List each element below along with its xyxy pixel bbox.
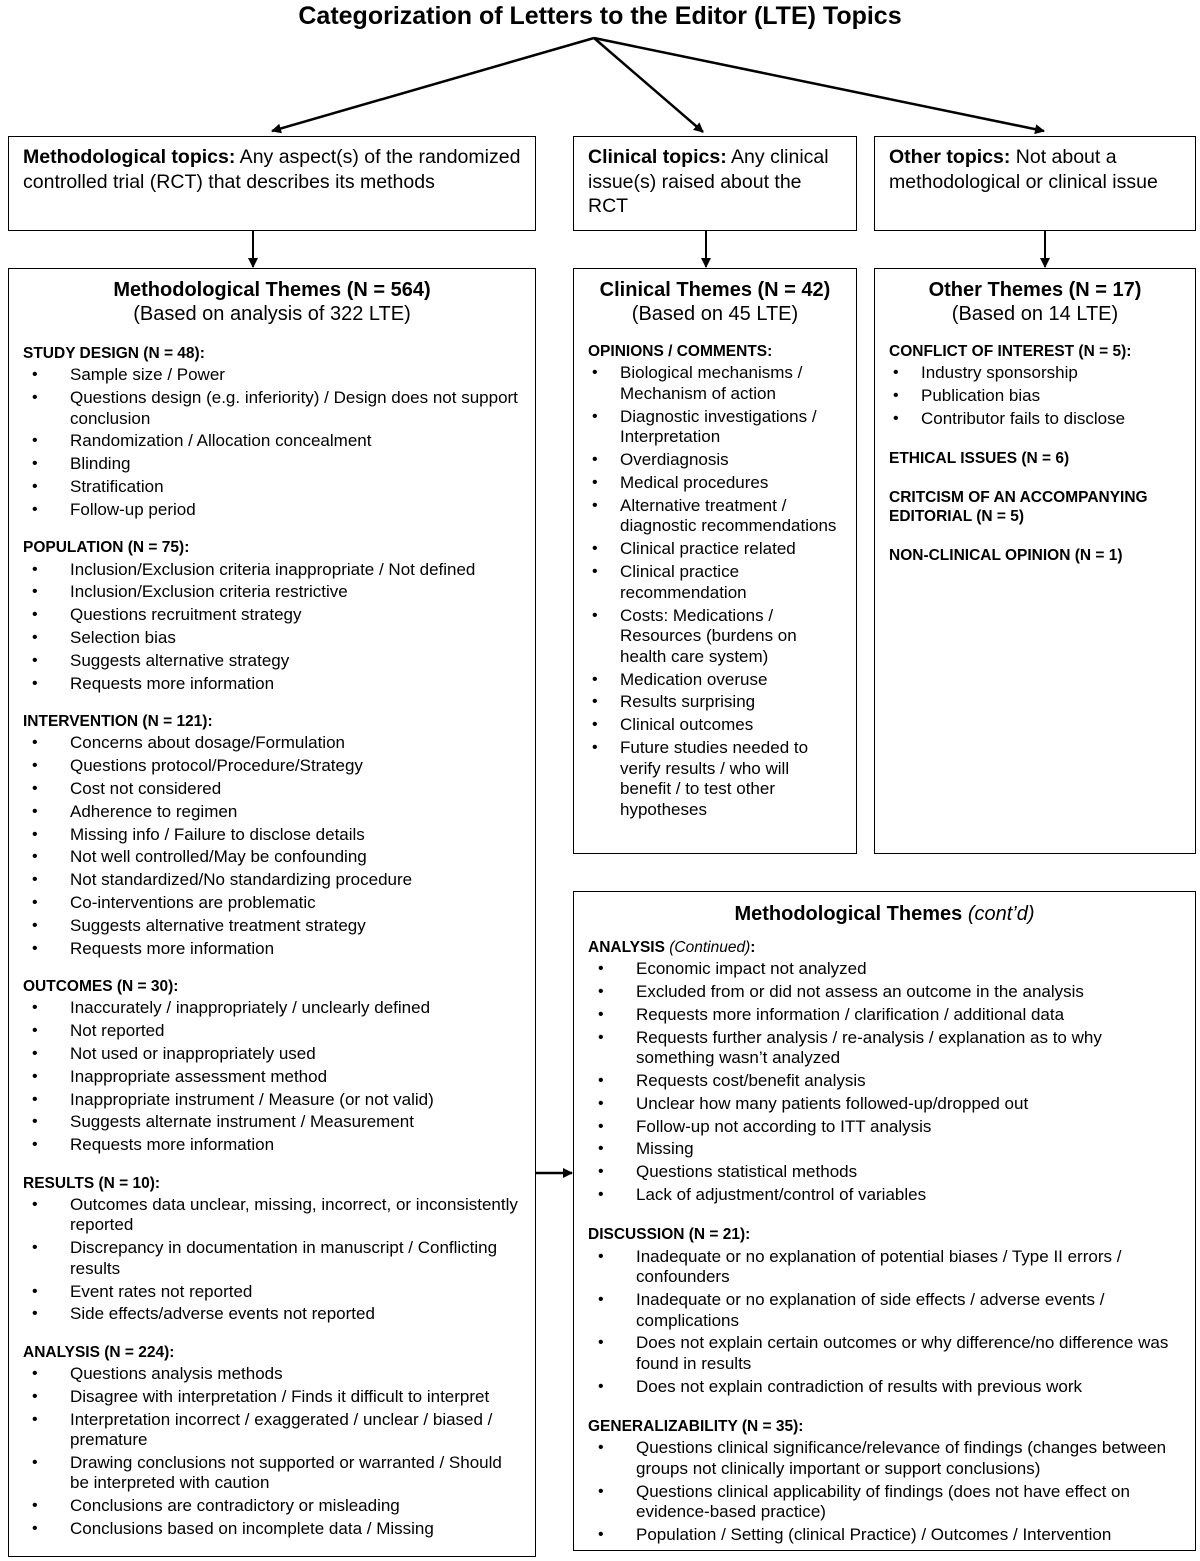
methodological-section-title <box>23 1343 521 1362</box>
list-item: • Event rates not reported <box>23 1282 521 1303</box>
clinical-sections <box>588 342 842 820</box>
list-item: • Follow-up not according to ITT analysis <box>588 1117 1181 1138</box>
continued-section-title <box>588 1417 1181 1436</box>
list-item: • Industry sponsorship <box>889 363 1181 384</box>
methodological-item-list <box>23 998 521 1155</box>
list-item: • Side effects/adverse events not reported <box>23 1304 521 1325</box>
methodological-section-title-text: OUTCOMES (N = 30): <box>23 978 179 996</box>
list-item: • Alternative treatment / diagnostic recommendations <box>588 496 842 537</box>
continued-section-title-text: GENERALIZABILITY (N = 35): <box>588 1418 804 1436</box>
methodological-section <box>23 977 521 1156</box>
list-item: • Future studies needed to verify results / who will benefit / to test other hypotheses <box>588 738 842 820</box>
other-section-title <box>889 342 1181 361</box>
list-item: • Disagree with interpretation / Finds it difficult to interpret <box>23 1387 521 1408</box>
other-section-title <box>889 449 1181 468</box>
other-section-title-text: ETHICAL ISSUES (N = 6) <box>889 450 1070 468</box>
list-item: • Requests cost/benefit analysis <box>588 1071 1181 1092</box>
other-section-title-text: CONFLICT OF INTEREST (N = 5): <box>889 343 1132 360</box>
list-item: • Questions clinical significance/relevance of findings (changes between groups not clinically important or support conclusions) <box>588 1438 1181 1479</box>
list-item: • Discrepancy in documentation in manuscript / Conflicting results <box>23 1238 521 1279</box>
list-item: • Requests more information <box>23 1135 521 1156</box>
arrow-to-clinical <box>594 38 703 132</box>
list-item: • Requests more information / clarification / additional data <box>588 1005 1181 1026</box>
methodological-themes-box <box>8 268 536 1557</box>
continued-section-title-italic: (Continued) <box>669 939 751 956</box>
list-item: • Questions analysis methods <box>23 1364 521 1385</box>
other-section <box>889 449 1181 468</box>
list-item: • Questions clinical applicability of findings (does not have effect on evidence-based practice) <box>588 1482 1181 1523</box>
list-item: • Missing <box>588 1139 1181 1160</box>
list-item: • Requests more information <box>23 939 521 960</box>
methodological-section-title-text: RESULTS (N = 10): <box>23 1174 161 1192</box>
list-item: • Drawing conclusions not supported or warranted / Should be interpreted with caution <box>23 1453 521 1494</box>
other-topics-box <box>874 136 1196 231</box>
list-item: • Not reported <box>23 1021 521 1042</box>
list-item: • Diagnostic investigations / Interpretation <box>588 407 842 448</box>
clinical-themes-sub: (Based on 45 LTE) <box>631 303 799 325</box>
methodological-section <box>23 344 521 520</box>
list-item: • Biological mechanisms / Mechanism of action <box>588 363 842 404</box>
list-item: • Medication overuse <box>588 670 842 691</box>
other-item-list <box>889 363 1181 429</box>
clinical-section <box>588 342 842 820</box>
list-item: • Conclusions based on incomplete data / Missing <box>23 1519 521 1540</box>
other-topics-label: Other topics: <box>889 146 1011 168</box>
list-item: • Costs: Medications / Resources (burdens on health care system) <box>588 606 842 668</box>
list-item: • Does not explain certain outcomes or why difference/no difference was found in results <box>588 1333 1181 1374</box>
list-item: • Follow-up period <box>23 500 521 521</box>
list-item: • Interpretation incorrect / exaggerated / unclear / biased / premature <box>23 1410 521 1451</box>
methodological-item-list <box>23 365 521 520</box>
list-item: • Randomization / Allocation concealment <box>23 431 521 452</box>
list-item: • Sample size / Power <box>23 365 521 386</box>
continued-section <box>588 1225 1181 1397</box>
list-item: • Results surprising <box>588 692 842 713</box>
methodological-section-title-text: STUDY DESIGN (N = 48): <box>23 345 205 362</box>
other-themes-header <box>889 278 1181 326</box>
list-item: • Requests more information <box>23 674 521 695</box>
continued-item-list <box>588 1247 1181 1397</box>
list-item: • Overdiagnosis <box>588 450 842 471</box>
methodological-section-title-text: POPULATION (N = 75): <box>23 539 190 557</box>
methodological-topics-desc: Any aspect(s) of the randomized controlled trial (RCT) that describes its methods <box>23 146 521 193</box>
list-item: • Outcomes data unclear, missing, incorrect, or inconsistently reported <box>23 1195 521 1236</box>
other-section <box>889 546 1181 565</box>
methodological-item-list <box>23 1364 521 1539</box>
methodological-section-title <box>23 977 521 996</box>
list-item: • Inappropriate assessment method <box>23 1067 521 1088</box>
methodological-topics-box <box>8 136 536 231</box>
continued-heading: Methodological Themes <box>734 903 963 925</box>
clinical-themes-header <box>588 278 842 326</box>
clinical-topics-desc: Any clinical issue(s) raised about the RCT <box>588 146 829 217</box>
list-item: • Medical procedures <box>588 473 842 494</box>
arrow-to-other <box>594 38 1044 131</box>
list-item: • Questions design (e.g. inferiority) / Design does not support conclusion <box>23 388 521 429</box>
list-item: • Not standardized/No standardizing procedure <box>23 870 521 891</box>
continued-section <box>588 938 1181 1205</box>
other-themes-heading: Other Themes (N = 17) <box>928 279 1142 301</box>
list-item: • Suggests alternative strategy <box>23 651 521 672</box>
continued-heading-italic: (cont’d) <box>967 903 1035 925</box>
methodological-continued-box <box>573 891 1196 1551</box>
continued-section-title-text: ANALYSIS <box>588 939 665 956</box>
list-item: • Cost not considered <box>23 779 521 800</box>
methodological-themes-heading: Methodological Themes (N = 564) <box>113 279 431 301</box>
methodological-section-title <box>23 1174 521 1193</box>
clinical-section-title <box>588 342 842 361</box>
other-section-title-text: CRITCISM OF AN ACCOMPANYING EDITORIAL (N = 5) <box>889 489 1148 526</box>
list-item: • Contributor fails to disclose <box>889 409 1181 430</box>
list-item: • Unclear how many patients followed-up/dropped out <box>588 1094 1181 1115</box>
list-item: • Excluded from or did not assess an outcome in the analysis <box>588 982 1181 1003</box>
list-item: • Not used or inappropriately used <box>23 1044 521 1065</box>
list-item: • Inappropriate instrument / Measure (or not valid) <box>23 1090 521 1111</box>
list-item: • Adherence to regimen <box>23 802 521 823</box>
list-item: • Co-interventions are problematic <box>23 893 521 914</box>
methodological-section-title-text: INTERVENTION (N = 121): <box>23 713 213 731</box>
list-item: • Concerns about dosage/Formulation <box>23 733 521 754</box>
list-item: • Conclusions are contradictory or misleading <box>23 1496 521 1517</box>
list-item: • Missing info / Failure to disclose details <box>23 825 521 846</box>
other-section <box>889 342 1181 429</box>
clinical-item-list <box>588 363 842 820</box>
list-item: • Questions recruitment strategy <box>23 605 521 626</box>
continued-item-list <box>588 1438 1181 1545</box>
continued-section-title-suffix: : <box>750 939 756 956</box>
list-item: • Stratification <box>23 477 521 498</box>
list-item: • Suggests alternate instrument / Measurement <box>23 1112 521 1133</box>
list-item: • Suggests alternative treatment strategy <box>23 916 521 937</box>
list-item: • Not well controlled/May be confounding <box>23 847 521 868</box>
list-item: • Inclusion/Exclusion criteria restrictive <box>23 582 521 603</box>
methodological-item-list <box>23 733 521 959</box>
methodological-section <box>23 538 521 694</box>
list-item: • Selection bias <box>23 628 521 649</box>
methodological-item-list <box>23 1195 521 1325</box>
list-item: • Inadequate or no explanation of side effects / adverse events / complications <box>588 1290 1181 1331</box>
other-topics-desc: Not about a methodological or clinical issue <box>889 146 1158 193</box>
arrow-to-methodological <box>272 38 594 131</box>
other-section-title-text: NON-CLINICAL OPINION (N = 1) <box>889 547 1123 565</box>
continued-section-title <box>588 938 1181 957</box>
list-item: • Publication bias <box>889 386 1181 407</box>
list-item: • Questions statistical methods <box>588 1162 1181 1183</box>
other-themes-sub: (Based on 14 LTE) <box>951 303 1119 325</box>
continued-header <box>588 902 1181 926</box>
continued-section <box>588 1417 1181 1545</box>
methodological-section-title <box>23 344 521 363</box>
methodological-section-title-text: ANALYSIS (N = 224): <box>23 1343 175 1361</box>
other-sections <box>889 342 1181 565</box>
methodological-section-title <box>23 538 521 557</box>
methodological-themes-header <box>23 278 521 326</box>
list-item: • Questions protocol/Procedure/Strategy <box>23 756 521 777</box>
continued-sections <box>588 938 1181 1546</box>
list-item: • Clinical practice recommendation <box>588 562 842 603</box>
list-item: • Inadequate or no explanation of potential biases / Type II errors / confounders <box>588 1247 1181 1288</box>
list-item: • Clinical practice related <box>588 539 842 560</box>
methodological-section <box>23 1343 521 1540</box>
clinical-themes-heading: Clinical Themes (N = 42) <box>599 279 831 301</box>
methodological-themes-sub: (Based on analysis of 322 LTE) <box>133 303 411 325</box>
list-item: • Economic impact not analyzed <box>588 959 1181 980</box>
diagram-title: Categorization of Letters to the Editor (LTE) Topics <box>298 2 902 30</box>
list-item: • Blinding <box>23 454 521 475</box>
other-section-title <box>889 488 1181 526</box>
continued-section-title-text: DISCUSSION (N = 21): <box>588 1226 751 1244</box>
list-item: • Lack of adjustment/control of variables <box>588 1185 1181 1206</box>
methodological-section-title <box>23 712 521 731</box>
list-item: • Inaccurately / inappropriately / unclearly defined <box>23 998 521 1019</box>
list-item: • Requests further analysis / re-analysis / explanation as to why something wasn’t analyzed <box>588 1028 1181 1069</box>
clinical-topics-label: Clinical topics: <box>588 146 727 168</box>
continued-item-list <box>588 959 1181 1205</box>
continued-section-title <box>588 1225 1181 1244</box>
list-item: • Inclusion/Exclusion criteria inappropriate / Not defined <box>23 560 521 581</box>
methodological-sections <box>23 344 521 1540</box>
other-section-title <box>889 546 1181 565</box>
clinical-section-title-text: OPINIONS / COMMENTS: <box>588 343 773 360</box>
methodological-section <box>23 712 521 959</box>
methodological-item-list <box>23 560 521 694</box>
methodological-section <box>23 1174 521 1325</box>
list-item: • Population / Setting (clinical Practice) / Outcomes / Intervention <box>588 1525 1181 1546</box>
clinical-themes-box <box>573 268 857 854</box>
list-item: • Does not explain contradiction of results with previous work <box>588 1377 1181 1398</box>
other-section <box>889 488 1181 526</box>
list-item: • Clinical outcomes <box>588 715 842 736</box>
methodological-topics-label: Methodological topics: <box>23 146 236 168</box>
other-themes-box <box>874 268 1196 854</box>
clinical-topics-box <box>573 136 857 231</box>
